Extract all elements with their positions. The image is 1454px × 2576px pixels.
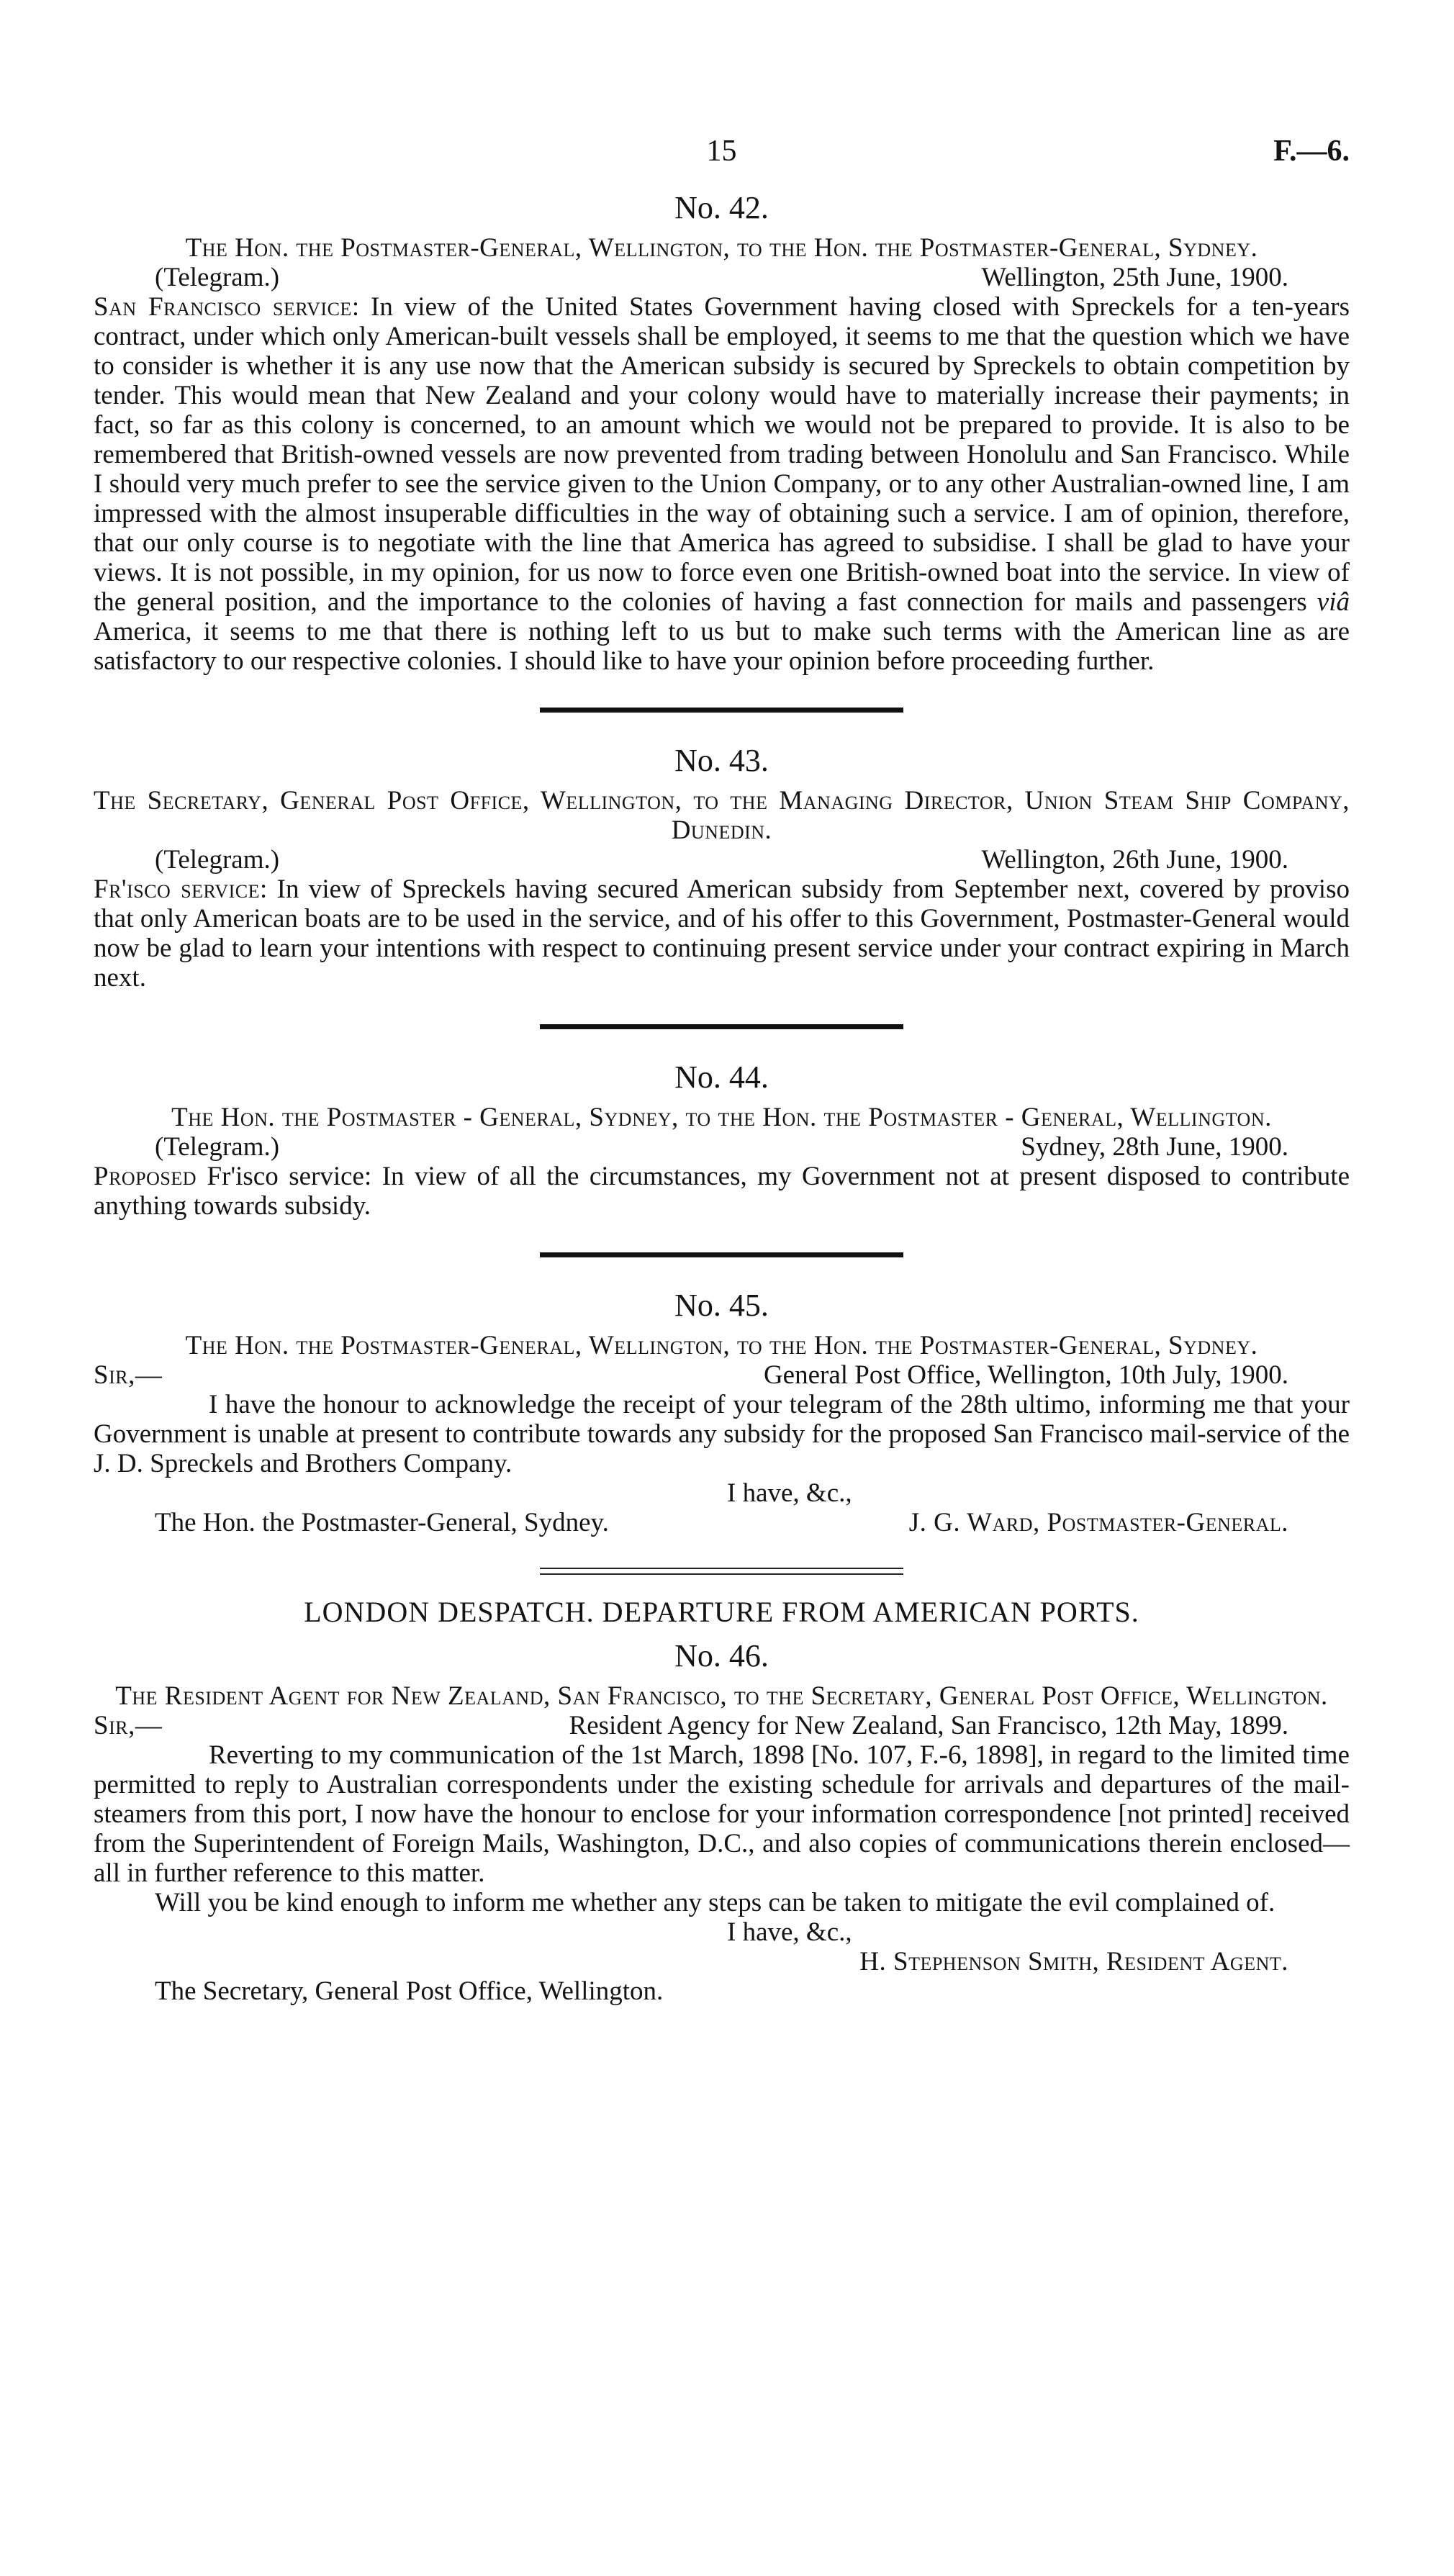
letter-body [94,1162,1350,1221]
letter-closing: I have, &c., [727,1478,852,1508]
letter-body-text: Fr'isco service: In view of all the circumstances, my Government not at present disposed to contribute anything towards subsidy. [94,1162,1350,1221]
letter-address: The Secretary, General Post Office, Wellington, to the Managing Director, Union Steam Ship Company, Dunedin. [94,786,1350,845]
letter-recipient: The Secretary, General Post Office, Wellington. [155,1976,664,2006]
letter-address: The Hon. the Postmaster - General, Sydney, to the Hon. the Postmaster - General, Wellington. [171,1103,1272,1132]
letter-meta [94,263,1350,292]
letter-body-end: America, it seems to me that there is nothing left to us but to make such terms with the American line as are satisfactory to our respective colonies. I should like to have your opinion before proceeding further. [94,617,1350,676]
letter-address: The Resident Agent for New Zealand, San Francisco, to the Secretary, General Post Office, Wellington. [115,1681,1328,1711]
letter-place-date: Resident Agency for New Zealand, San Francisco, 12th May, 1899. [569,1711,1288,1740]
section-divider [540,1024,903,1029]
document-reference: F.—6. [1273,135,1350,168]
section-number: No. 46. [674,1638,769,1673]
letter-medium: (Telegram.) [155,845,280,875]
letter-lead: San Francisco service [94,292,352,322]
letter-place-date: Wellington, 26th June, 1900. [981,845,1288,875]
letter-address: The Hon. the Postmaster-General, Wellington, to the Hon. the Postmaster-General, Sydney. [185,1331,1258,1360]
letter-signature: J. G. Ward, Postmaster-General. [908,1508,1288,1537]
letter-medium: (Telegram.) [155,1132,280,1162]
letter-place-date: General Post Office, Wellington, 10th July, 1900. [763,1360,1288,1390]
section-number: No. 42. [674,190,769,225]
letter-42 [94,190,1350,676]
letter-body [94,292,1350,676]
letter-meta [94,1132,1350,1162]
letter-body-text: : In view of the United States Government having closed with Spreckels for a ten-years contract, under which only American-built vessels shall be employed, it seems to me that the question which we have to consider is whether it is any use now that the American subsidy is secured by Spreckels to obtain competition by tender. This would mean that New Zealand and your colony would have to materially increase their payments; in fact, so far as this colony is concerned, to an amount which we would not be prepared to provide. It is also to be remembered that British-owned vessels are now prevented from trading between Honolulu and San Francisco. While I should very much prefer to see the service given to the Union Company, or to any other Australian-owned line, I am impressed with the almost insuperable difficulties in the way of obtaining such a service. I am of opinion, therefore, that our only course is to negotiate with the line that America has agreed to subsidise. I shall be glad to have your views. It is not possible, in my opinion, for us now to force even one British-owned boat into the service. In view of the general position, and the importance to the colonies of having a fast connection for mails and passengers [94,292,1350,617]
letter-closing: I have, &c., [727,1917,852,1947]
letter-signature-row [94,1508,1350,1537]
letter-medium: (Telegram.) [155,263,280,292]
letter-43 [94,743,1350,993]
section-number: No. 45. [674,1288,769,1323]
document-page [94,137,1350,2006]
letter-address: The Hon. the Postmaster-General, Wellington, to the Hon. the Postmaster-General, Sydney. [185,233,1258,263]
section-caption: LONDON DESPATCH. DEPARTURE FROM AMERICAN PORTS. [304,1596,1139,1628]
letter-44 [94,1059,1350,1221]
letter-body-italic: viâ [1317,587,1350,617]
letter-body [94,875,1350,993]
section-number: No. 43. [674,743,769,778]
letter-46 [94,1596,1350,2006]
letter-lead: Fr'isco service [94,875,260,904]
letter-place-date: Wellington, 25th June, 1900. [981,263,1288,292]
letter-meta [94,1711,1350,1740]
section-divider [540,1252,903,1257]
letter-body: I have the honour to acknowledge the receipt of your telegram of the 28th ultimo, informing me that your Government is unable at present to contribute towards any subsidy for the proposed San Francisco mail-service of the J. D. Spreckels and Brothers Company. [94,1390,1350,1478]
letter-meta [94,845,1350,875]
section-number: No. 44. [674,1059,769,1095]
letter-place-date: Sydney, 28th June, 1900. [1021,1132,1288,1162]
page-number: 15 [706,135,737,168]
section-divider-double [540,1568,903,1575]
letter-salutation: Sir,— [94,1711,163,1740]
letter-salutation: Sir,— [94,1360,163,1390]
page-header [94,137,1350,180]
section-divider [540,708,903,713]
letter-recipient: The Hon. the Postmaster-General, Sydney. [155,1508,609,1537]
letter-meta [94,1360,1350,1390]
letter-lead: Proposed [94,1162,197,1191]
letter-body: Will you be kind enough to inform me whether any steps can be taken to mitigate the evil complained of. [155,1888,1275,1917]
letter-body: Reverting to my communication of the 1st March, 1898 [No. 107, F.-6, 1898], in regard to the limited time permitted to reply to Australian correspondents under the existing schedule for arrivals and departures of the mail-steamers from this port, I now have the honour to enclose for your information correspondence [not printed] received from the Superintendent of Foreign Mails, Washington, D.C., and also copies of communications therein enclosed—all in further reference to this matter. [94,1740,1350,1888]
letter-45 [94,1288,1350,1537]
letter-signature: H. Stephenson Smith, Resident Agent. [859,1947,1288,1976]
letter-body-text: : In view of Spreckels having secured American subsidy from September next, covered by proviso that only American boats are to be used in the service, and of his offer to this Government, Postmaster-General would now be glad to learn your intentions with respect to continuing present service under your contract expiring in March next. [94,875,1350,993]
